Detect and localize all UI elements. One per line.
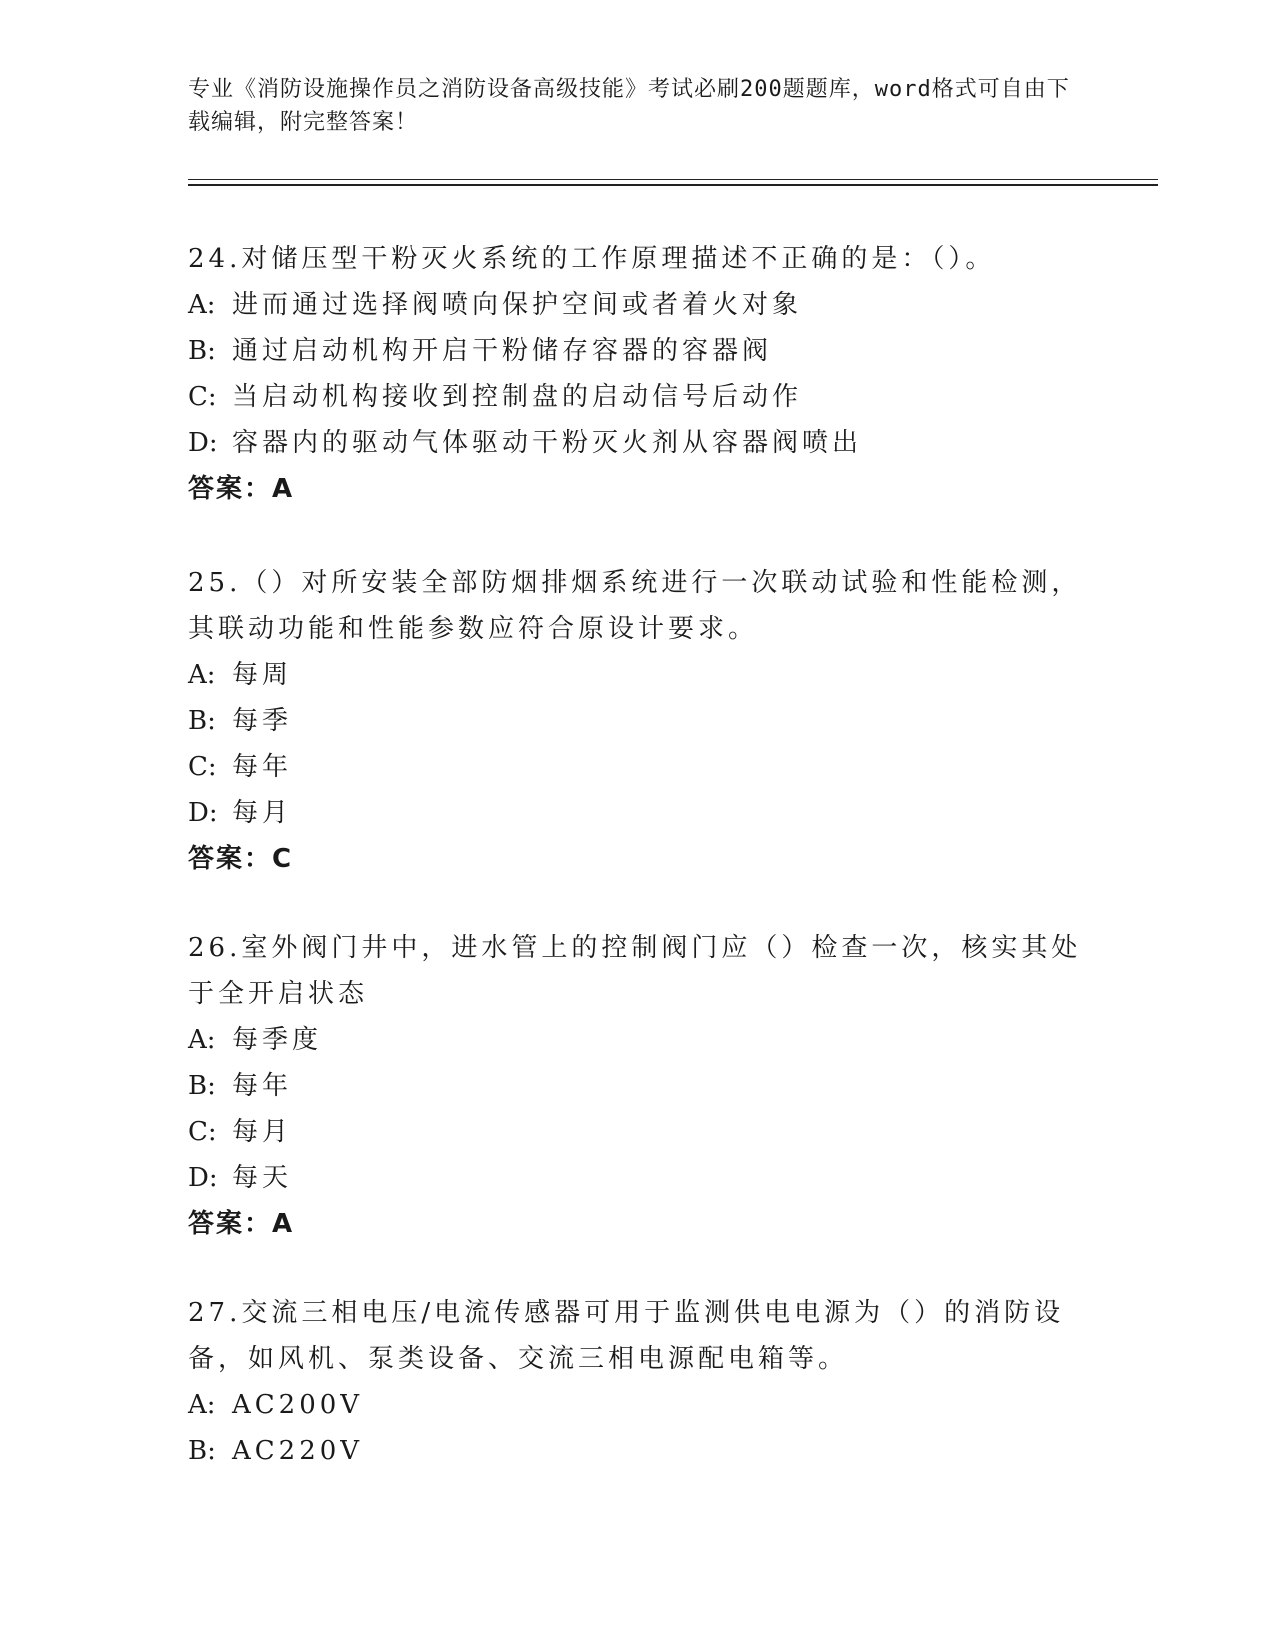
answer: 答案：C bbox=[188, 844, 294, 874]
option-key: B: bbox=[188, 1436, 216, 1466]
option-b bbox=[188, 1063, 1088, 1109]
option-d bbox=[188, 1155, 1088, 1201]
option-key: D: bbox=[188, 798, 218, 828]
option-key: C: bbox=[188, 1117, 217, 1147]
header-rule-thick bbox=[188, 184, 1158, 186]
option-b bbox=[188, 1428, 1088, 1474]
option-a bbox=[188, 1382, 1088, 1428]
option-c bbox=[188, 1109, 1088, 1155]
question-stem: 24.对储压型干粉灭火系统的工作原理描述不正确的是：（）。 bbox=[188, 244, 996, 274]
option-d bbox=[188, 790, 1088, 836]
option-key: A: bbox=[188, 1390, 216, 1420]
option-a bbox=[188, 652, 1088, 698]
option-key: D: bbox=[188, 1163, 218, 1193]
option-text: 通过启动机构开启干粉储存容器的容器阀 bbox=[232, 336, 773, 366]
option-text: AC220V bbox=[232, 1436, 364, 1466]
option-b bbox=[188, 328, 1088, 374]
option-text: 每年 bbox=[232, 1071, 293, 1101]
option-text: 每天 bbox=[232, 1163, 293, 1193]
option-text: 进而通过选择阀喷向保护空间或者着火对象 bbox=[232, 290, 803, 320]
option-key: B: bbox=[188, 706, 216, 736]
question-stem: 25.（）对所安装全部防烟排烟系统进行一次联动试验和性能检测，其联动功能和性能参数应符合原设计要求。 bbox=[188, 568, 1082, 644]
option-key: B: bbox=[188, 336, 216, 366]
question-stem: 26.室外阀门井中，进水管上的控制阀门应（）检查一次，核实其处于全开启状态 bbox=[188, 933, 1082, 1009]
option-key: A: bbox=[188, 660, 216, 690]
question-24 bbox=[188, 236, 1088, 512]
option-b bbox=[188, 698, 1088, 744]
option-text: 每年 bbox=[232, 752, 293, 782]
option-key: C: bbox=[188, 752, 217, 782]
option-a bbox=[188, 1017, 1088, 1063]
option-d bbox=[188, 420, 1088, 466]
option-key: D: bbox=[188, 428, 218, 458]
option-key: A: bbox=[188, 290, 216, 320]
option-a bbox=[188, 282, 1088, 328]
option-text: 每月 bbox=[232, 1117, 293, 1147]
option-text: 每周 bbox=[232, 660, 293, 690]
document-header: 专业《消防设施操作员之消防设备高级技能》考试必刷200题题库，word格式可自由下载编辑，附完整答案！ bbox=[188, 77, 1070, 135]
option-key: A: bbox=[188, 1025, 216, 1055]
answer: 答案：A bbox=[188, 1209, 295, 1239]
option-c bbox=[188, 374, 1088, 420]
option-text: AC200V bbox=[232, 1390, 364, 1420]
option-text: 当启动机构接收到控制盘的启动信号后动作 bbox=[232, 382, 803, 412]
question-27 bbox=[188, 1290, 1088, 1474]
question-26 bbox=[188, 925, 1088, 1247]
option-key: B: bbox=[188, 1071, 216, 1101]
question-stem: 27.交流三相电压/电流传感器可用于监测供电电源为（）的消防设备，如风机、泵类设备、交流三相电源配电箱等。 bbox=[188, 1298, 1065, 1374]
option-key: C: bbox=[188, 382, 217, 412]
option-text: 每季 bbox=[232, 706, 293, 736]
option-c bbox=[188, 744, 1088, 790]
option-text: 每季度 bbox=[232, 1025, 323, 1055]
option-text: 每月 bbox=[232, 798, 293, 828]
question-25 bbox=[188, 560, 1088, 882]
answer: 答案：A bbox=[188, 474, 295, 504]
header-rule-thin bbox=[188, 179, 1158, 180]
option-text: 容器内的驱动气体驱动干粉灭火剂从容器阀喷出 bbox=[232, 428, 863, 458]
